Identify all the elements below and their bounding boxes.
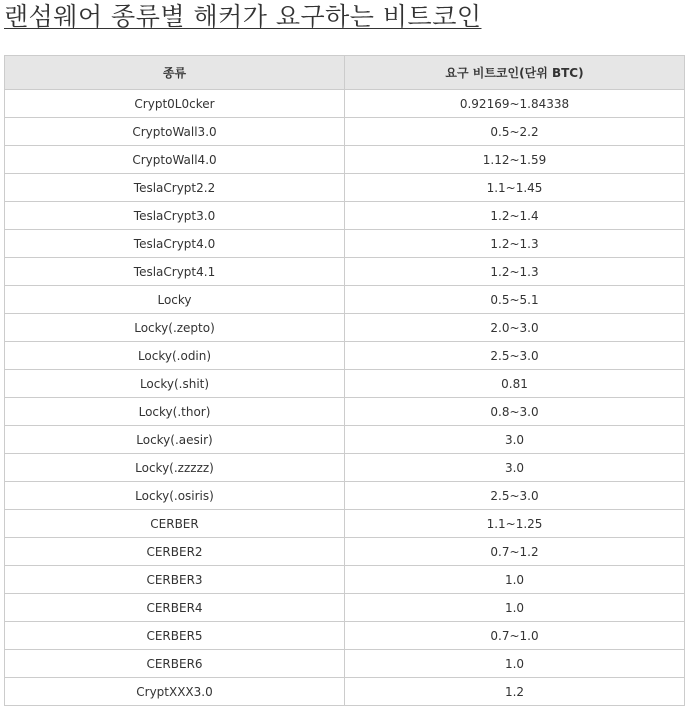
table-row (5, 622, 685, 650)
bitcoin-amount-cell: 1.12~1.59 (345, 146, 685, 174)
bitcoin-amount-cell: 3.0 (345, 426, 685, 454)
bitcoin-amount-cell: 1.0 (345, 650, 685, 678)
ransomware-name-cell: CryptoWall4.0 (5, 146, 345, 174)
ransomware-name-cell: TeslaCrypt3.0 (5, 202, 345, 230)
bitcoin-amount-cell: 1.2~1.4 (345, 202, 685, 230)
bitcoin-amount-cell: 1.2 (345, 678, 685, 706)
page-title: 랜섬웨어 종류별 해커가 요구하는 비트코인 (4, 2, 482, 31)
bitcoin-amount-cell: 1.1~1.25 (345, 510, 685, 538)
ransomware-name-cell: Locky(.zepto) (5, 314, 345, 342)
ransomware-name-cell: Locky(.odin) (5, 342, 345, 370)
table-row (5, 454, 685, 482)
ransomware-name-cell: CERBER4 (5, 594, 345, 622)
bitcoin-amount-cell: 3.0 (345, 454, 685, 482)
bitcoin-amount-cell: 1.2~1.3 (345, 258, 685, 286)
bitcoin-amount-cell: 2.5~3.0 (345, 342, 685, 370)
table-row (5, 90, 685, 118)
bitcoin-amount-cell: 2.0~3.0 (345, 314, 685, 342)
table-row (5, 174, 685, 202)
ransomware-name-cell: Crypt0L0cker (5, 90, 345, 118)
table-row (5, 650, 685, 678)
ransomware-name-cell: CERBER5 (5, 622, 345, 650)
ransomware-table-container (4, 55, 684, 706)
bitcoin-amount-cell: 0.5~5.1 (345, 286, 685, 314)
table-row (5, 566, 685, 594)
table-row (5, 538, 685, 566)
bitcoin-amount-cell: 0.8~3.0 (345, 398, 685, 426)
table-row (5, 370, 685, 398)
bitcoin-amount-cell: 1.0 (345, 594, 685, 622)
table-row (5, 146, 685, 174)
bitcoin-amount-cell: 0.7~1.0 (345, 622, 685, 650)
bitcoin-amount-cell: 1.0 (345, 566, 685, 594)
ransomware-name-cell: Locky(.osiris) (5, 482, 345, 510)
table-header-row (5, 56, 685, 90)
table-row (5, 230, 685, 258)
table-row (5, 118, 685, 146)
table-row (5, 342, 685, 370)
ransomware-name-cell: TeslaCrypt4.0 (5, 230, 345, 258)
bitcoin-amount-cell: 1.1~1.45 (345, 174, 685, 202)
table-row (5, 678, 685, 706)
table-row (5, 482, 685, 510)
table-row (5, 594, 685, 622)
ransomware-name-cell: CERBER (5, 510, 345, 538)
table-row (5, 258, 685, 286)
table-row (5, 398, 685, 426)
ransomware-name-cell: CERBER3 (5, 566, 345, 594)
table-row (5, 286, 685, 314)
column-header-type: 종류 (5, 56, 345, 90)
bitcoin-amount-cell: 0.81 (345, 370, 685, 398)
table-row (5, 426, 685, 454)
ransomware-name-cell: CryptXXX3.0 (5, 678, 345, 706)
column-header-bitcoin: 요구 비트코인(단위 BTC) (345, 56, 685, 90)
ransomware-name-cell: CERBER6 (5, 650, 345, 678)
bitcoin-amount-cell: 0.92169~1.84338 (345, 90, 685, 118)
ransomware-table (4, 55, 685, 706)
table-row (5, 202, 685, 230)
ransomware-name-cell: Locky(.aesir) (5, 426, 345, 454)
ransomware-name-cell: TeslaCrypt4.1 (5, 258, 345, 286)
ransomware-name-cell: CERBER2 (5, 538, 345, 566)
ransomware-name-cell: Locky(.zzzzz) (5, 454, 345, 482)
bitcoin-amount-cell: 2.5~3.0 (345, 482, 685, 510)
bitcoin-amount-cell: 0.7~1.2 (345, 538, 685, 566)
table-body (5, 90, 685, 706)
ransomware-name-cell: Locky(.thor) (5, 398, 345, 426)
table-row (5, 314, 685, 342)
table-row (5, 510, 685, 538)
ransomware-name-cell: Locky(.shit) (5, 370, 345, 398)
bitcoin-amount-cell: 1.2~1.3 (345, 230, 685, 258)
ransomware-name-cell: Locky (5, 286, 345, 314)
bitcoin-amount-cell: 0.5~2.2 (345, 118, 685, 146)
ransomware-name-cell: TeslaCrypt2.2 (5, 174, 345, 202)
ransomware-name-cell: CryptoWall3.0 (5, 118, 345, 146)
